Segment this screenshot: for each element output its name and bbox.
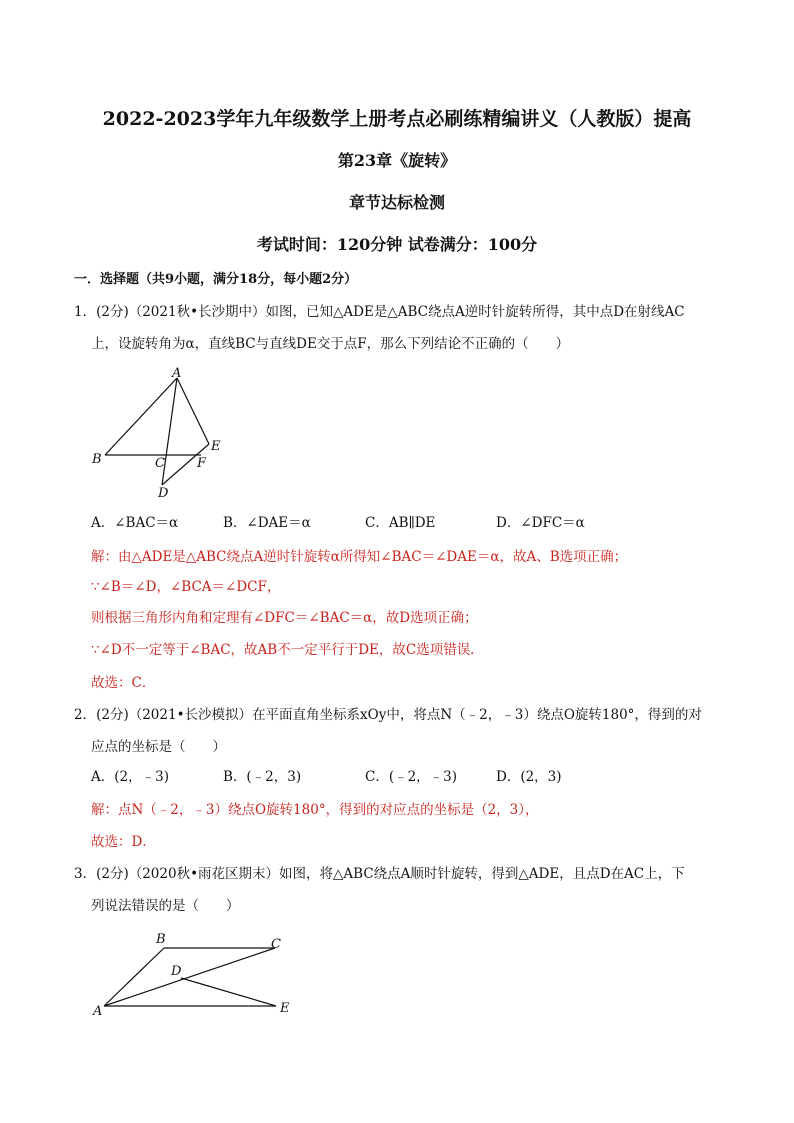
test-name: 章节达标检测	[348, 193, 445, 212]
q2-option-a: A．(2，﹣3)	[91, 769, 169, 785]
q3-label-d: D	[171, 964, 182, 979]
q2-option-c: C．(﹣2，﹣3)	[365, 769, 458, 785]
q1-label-a: A	[172, 366, 182, 381]
q1-answer-line2: ∵∠B＝∠D，∠BCA＝∠DCF，	[91, 579, 281, 595]
q1-option-a: A．∠BAC＝α	[91, 515, 179, 531]
q2-option-b: B．(﹣2，3)	[223, 769, 302, 785]
q2-option-d: D．(2，3)	[496, 769, 562, 785]
q3-stem-line2: 列说法错误的是（ ）	[91, 898, 240, 914]
q1-label-e: E	[211, 439, 221, 454]
q2-answer-line1: 解：点N（﹣2，﹣3）绕点O旋转180°，得到的对应点的坐标是（2，3），	[91, 802, 539, 818]
q2-stem-line2: 应点的坐标是（ ）	[91, 739, 226, 755]
q1-option-d: D．∠DFC＝α	[496, 515, 585, 531]
q3-segment-ab	[104, 948, 164, 1006]
exam-info: 考试时间：120分钟 试卷满分：100分	[256, 235, 538, 254]
q3-label-b: B	[156, 932, 166, 947]
q3-stem-line1: 3．(2分)（2020秋•雨花区期末）如图，将△ABC绕点A顺时针旋转，得到△ADE，且点D在AC上，下	[74, 866, 685, 882]
document-title: 2022-2023学年九年级数学上册考点必刷练精编讲义（人教版）提高	[102, 108, 692, 130]
q1-label-d: D	[158, 486, 169, 501]
q1-answer-line5: 故选：C．	[91, 675, 156, 691]
q1-segment-ae	[177, 378, 209, 444]
q1-answer-line4: ∵∠D不一定等于∠BAC，故AB不一定平行于DE，故C选项错误．	[91, 642, 484, 658]
q3-label-c: C	[271, 937, 281, 952]
section-heading: 一．选择题（共9小题，满分18分，每小题2分）	[74, 272, 358, 287]
q1-answer-line3: 则根据三角形内角和定理有∠DFC＝∠BAC＝α，故D选项正确；	[91, 610, 478, 626]
q1-option-b: B．∠DAE＝α	[223, 515, 311, 531]
q1-label-c: C	[155, 456, 165, 471]
q3-label-e: E	[280, 1001, 290, 1016]
q1-figure	[88, 366, 228, 502]
q1-label-b: B	[92, 452, 102, 467]
q1-option-c: C．AB∥DE	[365, 515, 436, 531]
q2-stem-line1: 2．(2分)（2021•长沙模拟）在平面直角坐标系xOy中，将点N（﹣2，﹣3）绕点O旋转180°，得到的对	[74, 707, 702, 723]
q1-segment-ab	[105, 378, 177, 455]
q3-label-a: A	[93, 1004, 103, 1019]
q3-segment-de	[181, 978, 276, 1006]
q1-label-f: F	[197, 456, 207, 471]
q2-answer-line2: 故选：D．	[91, 834, 156, 850]
chapter-title: 第23章《旋转》	[337, 151, 457, 170]
q3-figure	[88, 928, 298, 1020]
q1-stem-line1: 1．(2分)（2021秋•长沙期中）如图，已知△ADE是△ABC绕点A逆时针旋转所得，其中点D在射线AC	[74, 304, 685, 320]
q1-stem-line2: 上，设旋转角为α，直线BC与直线DE交于点F，那么下列结论不正确的（ ）	[91, 336, 570, 352]
q3-segment-ac	[104, 948, 275, 1006]
q1-answer-line1: 解：由△ADE是△ABC绕点A逆时针旋转α所得知∠BAC＝∠DAE＝α，故A、B选项正确；	[91, 549, 628, 565]
